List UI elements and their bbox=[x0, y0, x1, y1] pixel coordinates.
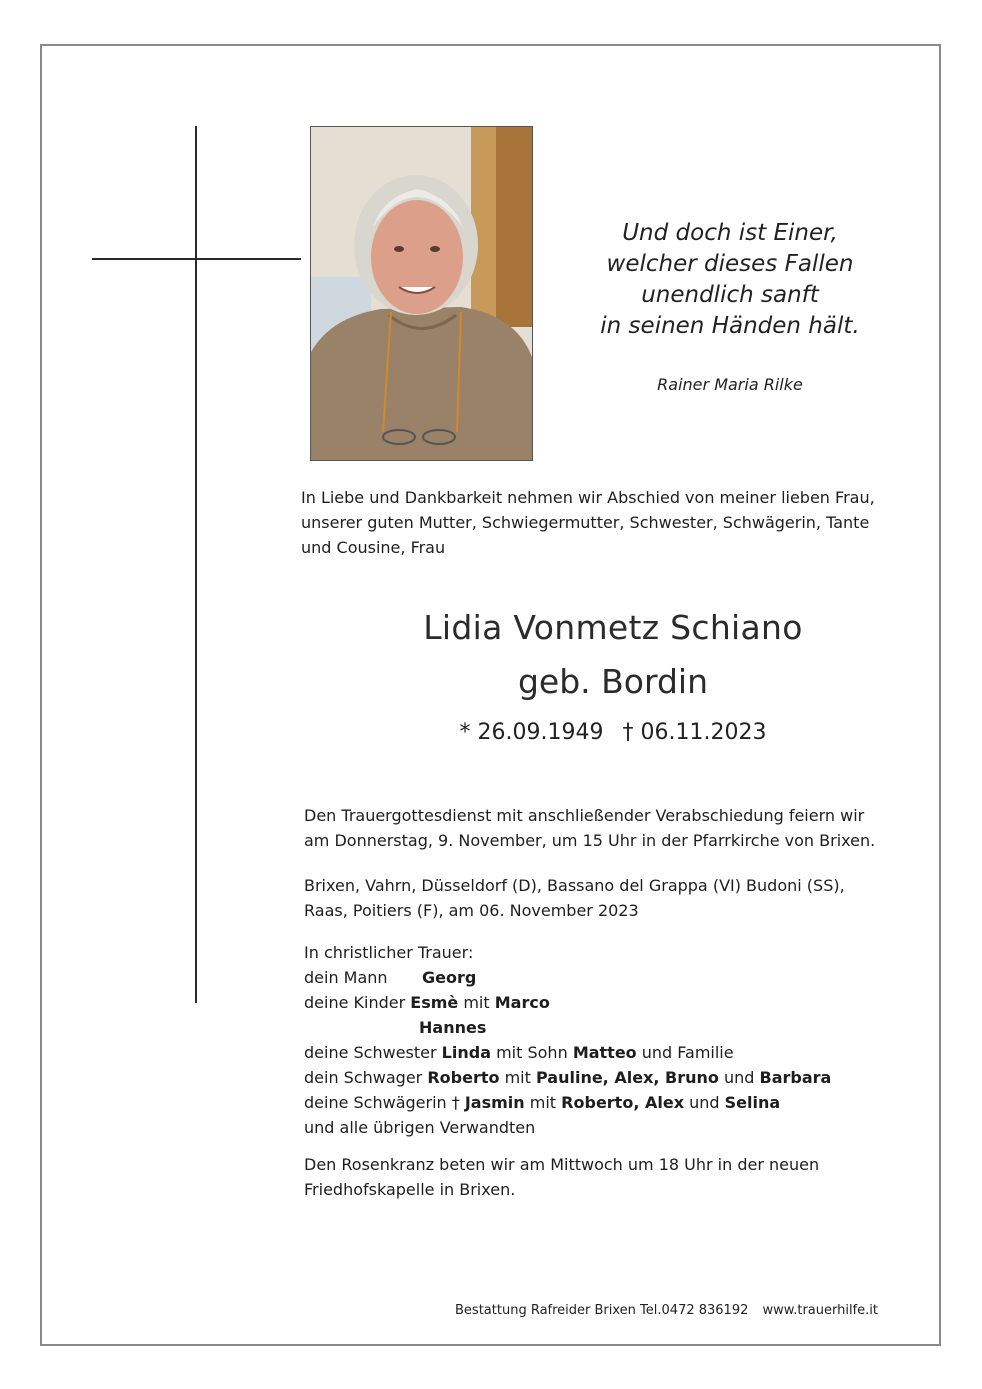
mourner-brother-in-law: dein Schwager Roberto mit Pauline, Alex, Bruno und Barbara bbox=[304, 1068, 832, 1087]
quote-verse bbox=[565, 218, 895, 342]
footer bbox=[300, 1303, 878, 1318]
service-announcement bbox=[304, 803, 944, 853]
website-link[interactable]: www.trauerhilfe.it bbox=[762, 1303, 878, 1318]
death-date: † 06.11.2023 bbox=[622, 720, 767, 745]
portrait-photo bbox=[310, 126, 533, 461]
mourner-others: und alle übrigen Verwandten bbox=[304, 1118, 536, 1137]
quote-author: Rainer Maria Rilke bbox=[657, 375, 803, 394]
intro-text bbox=[301, 485, 941, 560]
intro-line: unserer guten Mutter, Schwiegermutter, Schwester, Schwägerin, Tante bbox=[301, 513, 870, 532]
quote-line: Und doch ist Einer, bbox=[622, 220, 838, 246]
rosary-line: Friedhofskapelle in Brixen. bbox=[304, 1180, 516, 1199]
intro-line: und Cousine, Frau bbox=[301, 538, 446, 557]
quote-line: welcher dieses Fallen bbox=[606, 251, 854, 277]
cross-horizontal-bar bbox=[92, 258, 301, 260]
service-line: am Donnerstag, 9. November, um 15 Uhr in der Pfarrkirche von Brixen. bbox=[304, 831, 876, 850]
mourner-husband: dein Mann Georg bbox=[304, 968, 477, 987]
mourner-sister-in-law: deine Schwägerin † Jasmin mit Roberto, Alex und Selina bbox=[304, 1093, 781, 1112]
life-dates bbox=[301, 718, 925, 748]
quote-line: in seinen Händen hält. bbox=[600, 313, 860, 339]
birth-date: * 26.09.1949 bbox=[459, 720, 604, 745]
mourners-list bbox=[304, 940, 944, 1140]
portrait-illustration bbox=[311, 127, 532, 460]
places-and-date bbox=[304, 873, 944, 923]
places-line: Brixen, Vahrn, Düsseldorf (D), Bassano del Grappa (VI) Budoni (SS), bbox=[304, 876, 845, 895]
mourner-child-2: Hannes bbox=[419, 1018, 487, 1037]
quote-line: unendlich sanft bbox=[641, 282, 819, 308]
mourner-sister: deine Schwester Linda mit Sohn Matteo und Familie bbox=[304, 1043, 734, 1062]
mourners-heading: In christlicher Trauer: bbox=[304, 943, 474, 962]
deceased-maiden-name: geb. Bordin bbox=[517, 662, 709, 701]
rosary-line: Den Rosenkranz beten wir am Mittwoch um 18 Uhr in der neuen bbox=[304, 1155, 820, 1174]
service-line: Den Trauergottesdienst mit anschließender Verabschiedung feiern wir bbox=[304, 806, 865, 825]
rosary-announcement bbox=[304, 1152, 944, 1202]
mourner-children: deine Kinder Esmè mit Marco bbox=[304, 993, 550, 1012]
places-line: Raas, Poitiers (F), am 06. November 2023 bbox=[304, 901, 639, 920]
deceased-name: Lidia Vonmetz Schiano bbox=[423, 608, 803, 647]
undertaker-info: Bestattung Rafreider Brixen Tel.0472 836192 bbox=[455, 1303, 749, 1318]
intro-line: In Liebe und Dankbarkeit nehmen wir Abschied von meiner lieben Frau, bbox=[301, 488, 875, 507]
